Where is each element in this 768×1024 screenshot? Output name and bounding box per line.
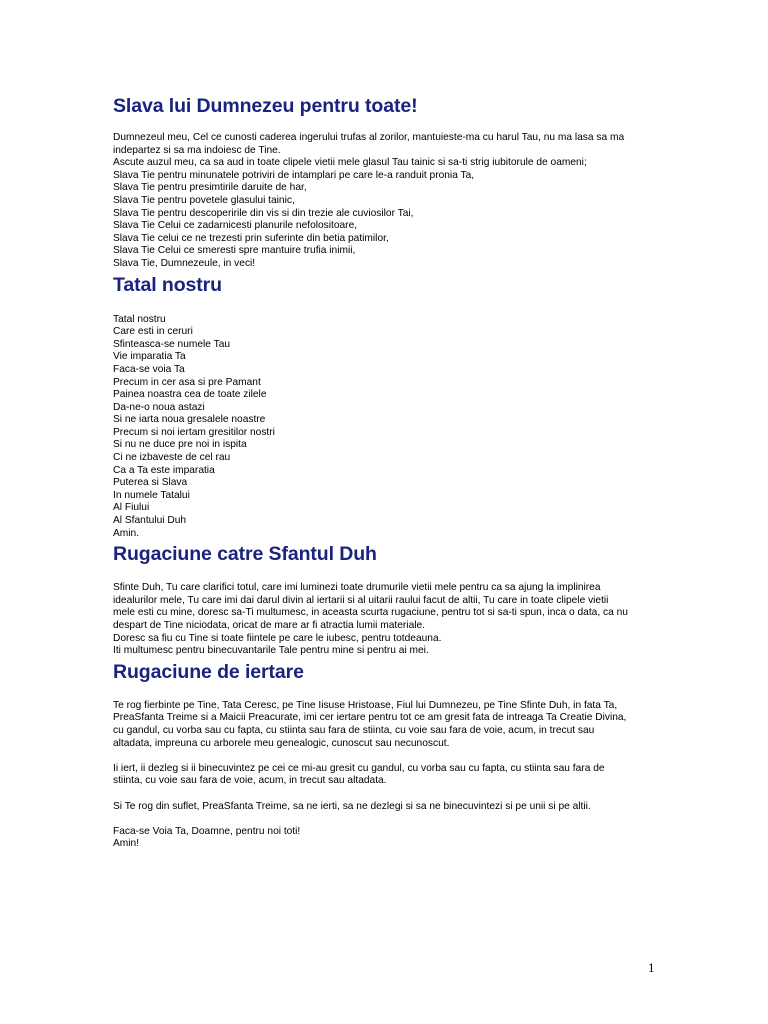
paragraph [113,826,653,851]
text-line: indepartez si sa ma indoiesc de Tine. [113,144,281,156]
paragraph [113,700,653,750]
section-body-iertare [113,700,653,851]
section-title-sfantul-duh: Rugaciune catre Sfantul Duh [113,543,377,566]
text-line: Te rog fierbinte pe Tine, Tata Ceresc, pe Tine Iisuse Hristoase, Fiul lui Dumnezeu, pe Tine Sfinte Duh, in fata Ta, [113,699,618,711]
text-line: Doresc sa fiu cu Tine si toate fiintele pe care le iubesc, pentru totdeauna. [113,632,442,644]
section-title-tatal-nostru: Tatal nostru [113,273,222,296]
text-line: despart de Tine niciodata, oricat de mare ar fi atractia lumii materiale. [113,620,425,631]
text-line: Vie imparatia Ta [113,351,186,363]
text-line: Slava Tie, Dumnezeule, in veci! [113,257,256,269]
text-line: Faca-se Voia Ta, Doamne, pentru noi toti! [113,825,301,837]
text-line: Slava Tie celui ce ne trezesti prin suferinte din betia patimilor, [113,232,389,244]
text-line: Tatal nostru [113,313,166,325]
text-line: Si nu ne duce pre noi in ispita [113,439,247,451]
page-number: 1 [648,960,655,975]
text-line: Amin. [113,527,140,539]
text-line: PreaSfanta Treime si a Maicii Preacurate, imi cer iertare pentru tot ce am gresit fata de intreaga Ta Creatie Divina, [113,712,627,724]
text-line: Slava Tie pentru minunatele potriviri de intamplari pe care le-a randuit pronia Ta, [113,169,475,181]
text-line: Sfinteasca-se numele Tau [113,338,231,350]
text-line: In numele Tatalui [113,489,190,501]
section-body-sfantul-duh [113,582,653,658]
text-line: Si ne iarta noua gresalele noastre [113,414,266,426]
text-line: Slava Tie pentru povetele glasului tainic, [113,194,295,206]
text-line: Iti multumesc pentru binecuvantarile Tale pentru mine si pentru ai mei. [113,645,429,657]
text-line: Dumnezeul meu, Cel ce cunosti caderea ingerului trufas al zorilor, mantuieste-ma cu harul Tau, nu ma lasa sa ma [113,132,625,143]
text-line: Al Sfantului Duh [113,515,187,527]
text-line: Si Te rog din suflet, PreaSfanta Treime, sa ne ierti, sa ne dezlegi si sa ne binecuvintezi si pe unii si pe altii. [113,800,591,812]
text-line: altadata, impreuna cu arborele meu genealogic, cunoscut sau necunoscut. [113,737,450,749]
text-line: Puterea si Slava [113,477,188,489]
paragraph [113,763,653,788]
text-line: Precum si noi iertam gresitilor nostri [113,426,275,438]
text-line: Ii iert, ii dezleg si ii binecuvintez pe cei ce mi-au gresit cu gandul, cu vorba sau cu fapta, cu stiinta sau fara de [113,762,605,774]
document-content [113,92,653,851]
text-line: Slava Tie pentru presimtirile daruite de har, [113,182,307,194]
text-line: Slava Tie Celui ce smeresti spre mantuire trufia inimii, [113,245,356,257]
text-line: stiinta, cu voie sau fara de voie, acum, in trecut sau altadata. [113,775,387,787]
text-line: cu gandul, cu vorba sau cu fapta, cu stiinta sau fara de stiinta, cu voie sau fara de voie, acum, in trecut sau [113,724,595,736]
paragraph-gap [113,788,653,801]
section-title-slava: Slava lui Dumnezeu pentru toate! [113,95,418,117]
text-line: Faca-se voia Ta [113,363,185,375]
text-line: mele esti cu mine, doresc sa-Ti multumesc, in aceasta scurta rugaciune, pentru tot si sa-ti spun, inca o data, ca nu [113,607,628,619]
text-line: idealurilor mele, Tu care imi dai darul divin al iertarii si al uitarii raului facut de altii, Tu care in toate clipele vietii [113,594,609,606]
text-line: Ci ne izbaveste de cel rau [113,452,231,464]
paragraph [113,801,653,814]
text-line: Da-ne-o noua astazi [113,401,205,413]
text-line: Ca a Ta este imparatia [113,464,215,476]
text-line: Al Fiului [113,502,150,514]
section-title-iertare: Rugaciune de iertare [113,660,304,683]
text-line: Ascute auzul meu, ca sa aud in toate clipele vietii mele glasul Tau tainic si sa-ti strig iubitorule de oameni; [113,157,587,169]
text-line: Precum in cer asa si pre Pamant [113,376,261,388]
text-line: Care esti in ceruri [113,326,193,338]
section-body-tatal-nostru [113,314,653,541]
section-body-slava [113,132,653,271]
paragraph-gap [113,750,653,763]
text-line: Slava Tie Celui ce zadarnicesti planurile nefolositoare, [113,220,358,232]
text-line: Amin! [113,838,140,850]
text-line: Sfinte Duh, Tu care clarifici totul, care imi luminezi toate drumurile vietii mele pentru ca sa ajung la implinirea [113,582,601,594]
text-line: Slava Tie pentru descoperirile din vis si din trezie ale cuviosilor Tai, [113,207,414,219]
text-line: Painea noastra cea de toate zilele [113,389,267,401]
paragraph-gap [113,813,653,826]
